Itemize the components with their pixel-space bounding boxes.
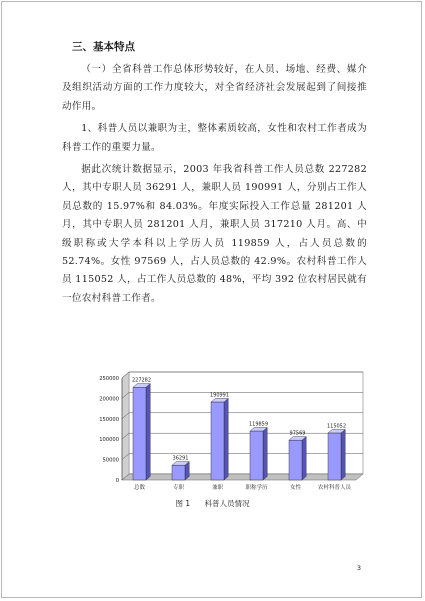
document-body xyxy=(62,40,367,308)
y-tick-label: 50000 xyxy=(102,457,119,464)
y-tick-label: 200000 xyxy=(99,396,119,403)
data-label: 115052 xyxy=(326,423,347,430)
bar xyxy=(328,433,341,480)
x-tick-label: 兼职 xyxy=(211,485,224,491)
bar-chart xyxy=(78,370,368,495)
bar xyxy=(172,465,185,480)
paragraph-statistics: 据此次统计数据显示，2003 年我省科普工作人员总数 227282 人，其中专职人员 36291 人，兼职人员 190991 人，分别占工作人员总数的 15.97%和 84.03%。年度实际投入工作总量 281201 人月，其中专职人员 281201 人月，兼职人员 317210 人月。高、中级职称或大学本科以上学历人员 119859 人，占人员总数的 52.74%。女性 97569 人，占人员总数的 42.9%。农村科普工作人员 115052 人，占工作人员总数的 48%，平均 392 位农村居民就有一位农村科普工作者。 xyxy=(62,164,367,304)
bar-side xyxy=(302,437,306,480)
y-tick-label: 0 xyxy=(115,478,119,484)
x-tick-label: 职称学历 xyxy=(245,485,268,491)
page-number: 3 xyxy=(356,564,361,572)
bar-side xyxy=(146,384,150,480)
y-tick-label: 150000 xyxy=(99,416,119,423)
bar-side xyxy=(341,429,345,480)
x-tick-label: 专职 xyxy=(172,485,185,491)
bar xyxy=(211,402,224,480)
figure-caption-text: 科普人员情况 xyxy=(204,499,250,508)
bar xyxy=(133,387,146,480)
figure-number: 图 1 xyxy=(175,499,191,508)
data-label: 190991 xyxy=(209,392,230,399)
paragraph-overview: （一）全省科普工作总体形势较好，在人员、场地、经费、媒介及组织活动方面的工作力度较大，对全省经济社会发展起到了间接推动作用。 xyxy=(62,64,367,112)
bar xyxy=(250,431,263,480)
bar-chart-svg xyxy=(78,370,368,495)
figure-caption xyxy=(0,498,425,509)
bar xyxy=(289,440,302,480)
data-label: 119859 xyxy=(248,421,269,428)
bar-side xyxy=(224,398,228,480)
data-label: 227282 xyxy=(131,377,152,384)
x-tick-label: 女性 xyxy=(289,485,302,491)
bar-side xyxy=(263,427,267,480)
data-label: 97569 xyxy=(289,430,306,437)
paragraph-staff-summary: 1、科普人员以兼职为主，整体素质较高，女性和农村工作者成为科普工作的重要力量。 xyxy=(62,123,367,153)
chart-side-wall xyxy=(122,372,129,480)
x-tick-label: 总数 xyxy=(133,485,146,491)
section-title: 三、基本特点 xyxy=(72,41,135,53)
y-tick-label: 250000 xyxy=(99,376,119,382)
data-label: 36291 xyxy=(172,455,189,462)
chart-floor xyxy=(122,474,363,480)
x-tick-label: 农村科普人员 xyxy=(317,485,352,491)
y-tick-label: 100000 xyxy=(99,437,119,444)
